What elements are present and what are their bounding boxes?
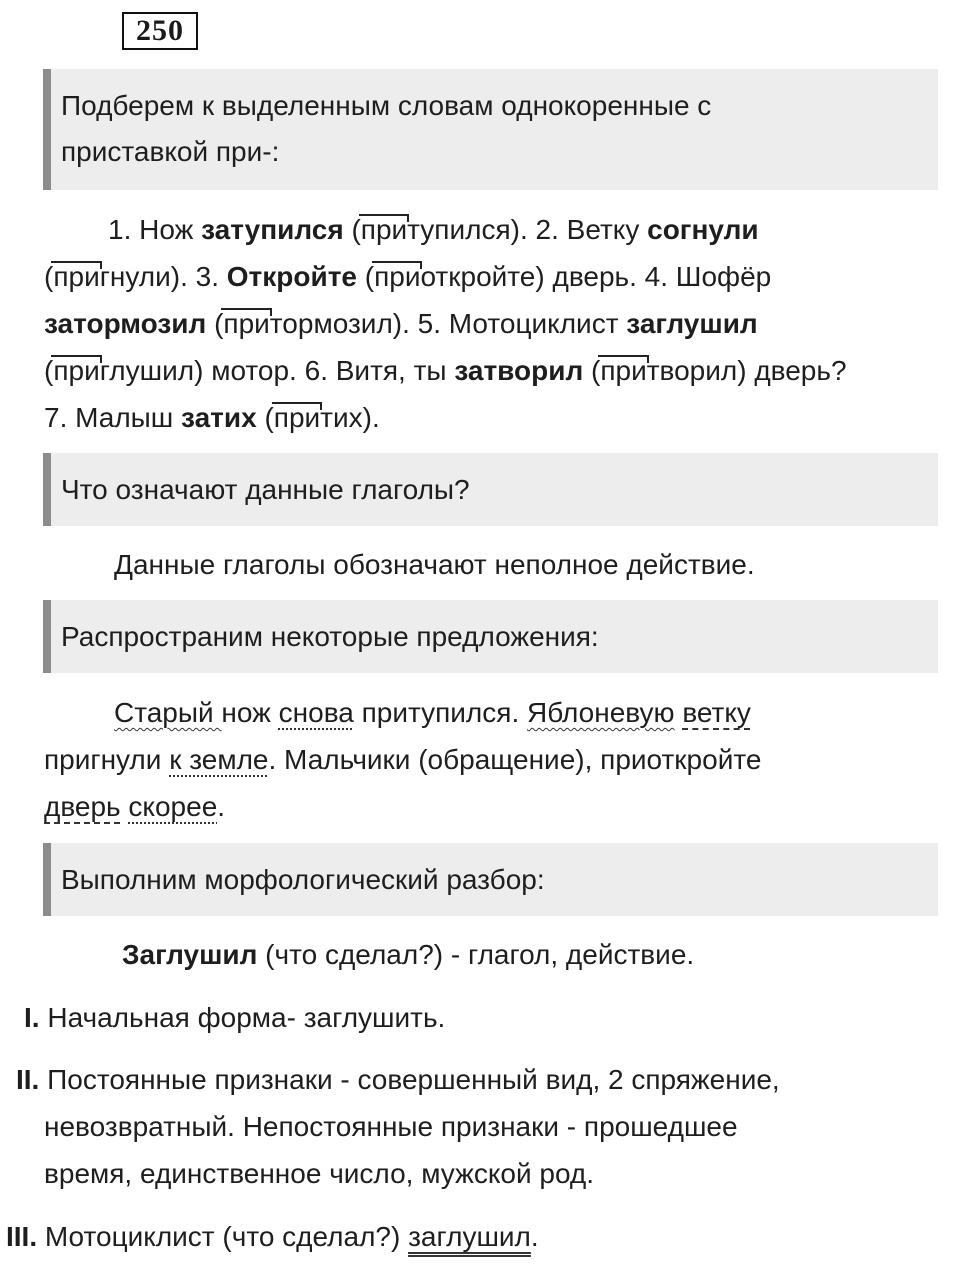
exercise-number: 250: [122, 12, 198, 50]
question-box-2: [43, 453, 938, 526]
question-box-4: [43, 843, 938, 916]
item-number: II.: [16, 1064, 40, 1095]
parse-item-1: I. Начальная форма- заглушить.: [24, 1002, 446, 1033]
circumstance-word: к земле: [169, 744, 269, 775]
prefix-mark: при: [600, 347, 646, 394]
question-text: Что означают данные глаголы?: [61, 474, 470, 505]
parsed-word: Заглушил: [122, 939, 258, 970]
highlighted-word: затупился: [201, 214, 344, 245]
highlighted-word: Откройте: [226, 261, 357, 292]
question-text: Распространим некоторые предложения:: [61, 621, 599, 652]
parse-item-2: II. Постоянные признаки - совершенный вид, 2 спряжение, невозвратный. Непостоянные признаки - прошедшее время, единственное число, мужской род.: [16, 1064, 780, 1189]
item-number: I.: [24, 1002, 40, 1033]
highlighted-word: затих: [181, 402, 257, 433]
predicate-word: заглушил: [408, 1221, 531, 1252]
definition-word: Старый: [114, 697, 222, 728]
question-box-3: [43, 600, 938, 673]
prefix-mark: при: [53, 347, 99, 394]
parse-intro: Заглушил (что сделал?) - глагол, действие.: [122, 939, 695, 970]
highlighted-word: затормозил: [44, 308, 207, 339]
answer-paragraph-2: Данные глаголы обозначают неполное действие.: [114, 549, 755, 580]
question-text: приставкой при-:: [61, 136, 280, 167]
highlighted-word: затворил: [454, 355, 584, 386]
item-number: III.: [6, 1221, 38, 1252]
question-box-1: [43, 69, 938, 190]
object-word: дверь: [44, 791, 121, 822]
question-text: Подберем к выделенным словам однокоренные с: [61, 90, 712, 121]
answer-paragraph-3: Старый нож снова притупился. Яблоневую ветку пригнули к земле. Мальчики (обращение), приоткройте дверь скорее.: [44, 697, 762, 822]
object-word: ветку: [682, 697, 751, 728]
prefix-mark: при: [53, 253, 99, 300]
prefix-mark: при: [374, 253, 420, 300]
definition-word: Яблоневую: [527, 697, 675, 728]
prefix-mark: при: [274, 394, 320, 441]
answer-paragraph-1: 1. Нож затупился (притупился). 2. Ветку согнули (пригнули). 3. Откройте (приоткройте) дверь. 4. Шофёр затормозил (притормозил). 5. Мотоциклист заглушил (приглушил) мотор. 6. Витя, ты затворил (притворил) дверь? 7. Малыш затих (притих).: [44, 206, 954, 441]
highlighted-word: заглушил: [626, 308, 758, 339]
prefix-mark: при: [223, 300, 269, 347]
highlighted-word: согнули: [647, 214, 759, 245]
parse-item-3: III. Мотоциклист (что сделал?) заглушил.: [6, 1221, 539, 1252]
question-text: Выполним морфологический разбор:: [61, 864, 545, 895]
circumstance-word: скорее: [128, 791, 218, 822]
prefix-mark: при: [361, 206, 407, 253]
circumstance-word: снова: [278, 697, 354, 728]
